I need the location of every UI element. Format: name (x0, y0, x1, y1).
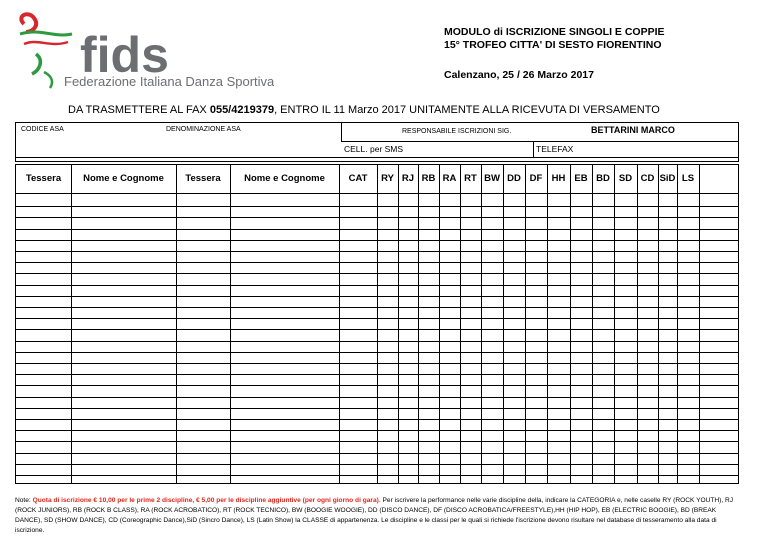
table-header-cell: DD (507, 173, 521, 184)
event-date: Calenzano, 25 / 26 Marzo 2017 (444, 69, 594, 81)
fax-number: 055/4219379 (209, 104, 275, 116)
table-header-cell: BW (484, 173, 500, 184)
table-row-divider (16, 193, 738, 194)
table-header-cell: Tessera (185, 173, 221, 184)
fax-suffix: , ENTRO IL 11 Marzo 2017 UNITAMENTE ALLA RICEVUTA DI VERSAMENTO (274, 104, 660, 116)
table-header-cell: BD (596, 173, 610, 184)
info-divider-h2 (16, 157, 738, 158)
table-header-cell: SiD (659, 173, 676, 184)
table-row-divider (16, 240, 738, 241)
table-column-divider (460, 165, 461, 483)
table-column-divider (339, 165, 340, 483)
table-row-divider (16, 217, 738, 218)
table-row-divider (16, 229, 738, 230)
table-header-cell: RY (381, 173, 394, 184)
table-row-divider (16, 307, 738, 308)
table-row-divider (16, 374, 738, 375)
fids-logo-graphic (14, 10, 274, 94)
table-row-divider (16, 464, 738, 465)
table-header-cell: Nome e Cognome (83, 173, 164, 184)
table-header-cell: RB (421, 173, 436, 184)
table-row-divider (16, 430, 738, 431)
footer-note (15, 496, 743, 536)
logo-green-swoosh-2 (32, 54, 40, 74)
table-row-divider (16, 251, 738, 252)
table-column-divider (614, 165, 615, 483)
table-row-divider (16, 318, 738, 319)
table-row-divider (16, 397, 738, 398)
note-fee: Quota di iscrizione € 10,00 per le prime 2 discipline, € 5,00 per le discipline aggiuntive (per ogni giorno di gara) (32, 497, 379, 504)
table-column-divider (176, 165, 177, 483)
table-column-divider (525, 165, 526, 483)
table-column-divider (547, 165, 548, 483)
table-header-cell: LS (681, 173, 695, 184)
logo-subtitle: Federazione Italiana Danza Sportiva (64, 74, 274, 89)
table-column-divider (677, 165, 678, 483)
entry-table (15, 164, 739, 484)
logo-red-swoosh-2 (24, 42, 68, 44)
table-row-divider (16, 262, 738, 263)
table-row-divider (16, 285, 738, 286)
info-divider-2 (533, 141, 534, 157)
table-column-divider (592, 165, 593, 483)
table-header-cell: Nome e Cognome (244, 173, 325, 184)
form-title (444, 26, 665, 52)
table-column-divider (658, 165, 659, 483)
table-row-divider (16, 385, 738, 386)
table-column-divider (377, 165, 378, 483)
responsabile-label: RESPONSABILE ISCRIZIONI SIG. (402, 128, 512, 135)
fids-logo (14, 10, 274, 94)
table-header-cell: CD (640, 173, 655, 184)
table-row-divider (16, 453, 738, 454)
table-row-divider (16, 441, 738, 442)
table-row-divider (16, 206, 738, 207)
table-row-divider (16, 475, 738, 476)
table-row-divider (16, 352, 738, 353)
table-column-divider (637, 165, 638, 483)
codice-asa-label: CODICE ASA (21, 126, 64, 133)
fax-prefix: DA TRASMETTERE AL FAX (68, 104, 210, 116)
table-header-cell: RJ (401, 173, 415, 184)
table-column-divider (418, 165, 419, 483)
table-header-cell: EB (574, 173, 588, 184)
table-header-cell: RA (442, 173, 457, 184)
table-row-divider (16, 329, 738, 330)
info-divider-h (341, 141, 738, 142)
form-title-line1: MODULO di ISCRIZIONE SINGOLI E COPPIE (444, 26, 665, 38)
fax-instructions (68, 104, 660, 116)
note-text: . Per iscrivere la performance nelle varie discipline della, indicare la CATEGORIA e, nelle caselle RY (ROCK YOUTH), RJ (ROCK JUNIORS), RB (ROCK B CLASS), RA (ROCK ACROBATICO), RT (ROCK TECNICO), BW (BOOGIE WOOGIE), DD (DISCO DANCE), DF (DISCO ACROBATICA/FREESTYLE),HH (HIP HOP), EB (ELECTRIC BOOGIE), BD (BREAK DANCE), SD (SHOW DANCE), CD (Coreographic Dance),SiD (Sincro Dance), LS (Latin Show) la CLASSE di appartenenza. Le discipline e le classi per le quali si richiede l'iscrizione devono risultare nel database di tesseramento alla data di iscrizione. (15, 497, 734, 534)
telefax-label: TELEFAX (536, 144, 574, 154)
table-row-divider (16, 273, 738, 274)
asa-info-box (15, 122, 739, 162)
logo-green-swoosh (20, 32, 72, 35)
denominazione-asa-label: DENOMINAZIONE ASA (166, 126, 241, 133)
table-column-divider (439, 165, 440, 483)
table-column-divider (699, 165, 700, 483)
table-header-cell: HH (551, 173, 566, 184)
table-row-divider (16, 408, 738, 409)
table-column-divider (481, 165, 482, 483)
logo-green-swoosh-3 (44, 72, 52, 88)
cell-sms-label: CELL. per SMS (344, 144, 404, 154)
table-row-divider (16, 363, 738, 364)
table-row-divider (16, 341, 738, 342)
form-title-line2: 15° TROFEO CITTA' DI SESTO FIORENTINO (444, 39, 662, 51)
note-lead: Note: (15, 497, 33, 504)
table-header-cell: CAT (348, 173, 368, 184)
table-column-divider (230, 165, 231, 483)
table-header-cell: Tessera (25, 173, 62, 184)
table-header-cell: RT (464, 173, 477, 184)
info-divider (341, 123, 342, 141)
table-column-divider (398, 165, 399, 483)
table-row-divider (16, 419, 738, 420)
logo-red-swoosh (21, 14, 36, 32)
table-header-cell: DF (529, 173, 543, 184)
table-column-divider (503, 165, 504, 483)
table-column-divider (71, 165, 72, 483)
responsabile-name: BETTARINI MARCO (591, 125, 675, 135)
table-header-cell: SD (618, 173, 633, 184)
logo-wordmark: fids (80, 27, 169, 83)
table-row-divider (16, 296, 738, 297)
table-column-divider (570, 165, 571, 483)
